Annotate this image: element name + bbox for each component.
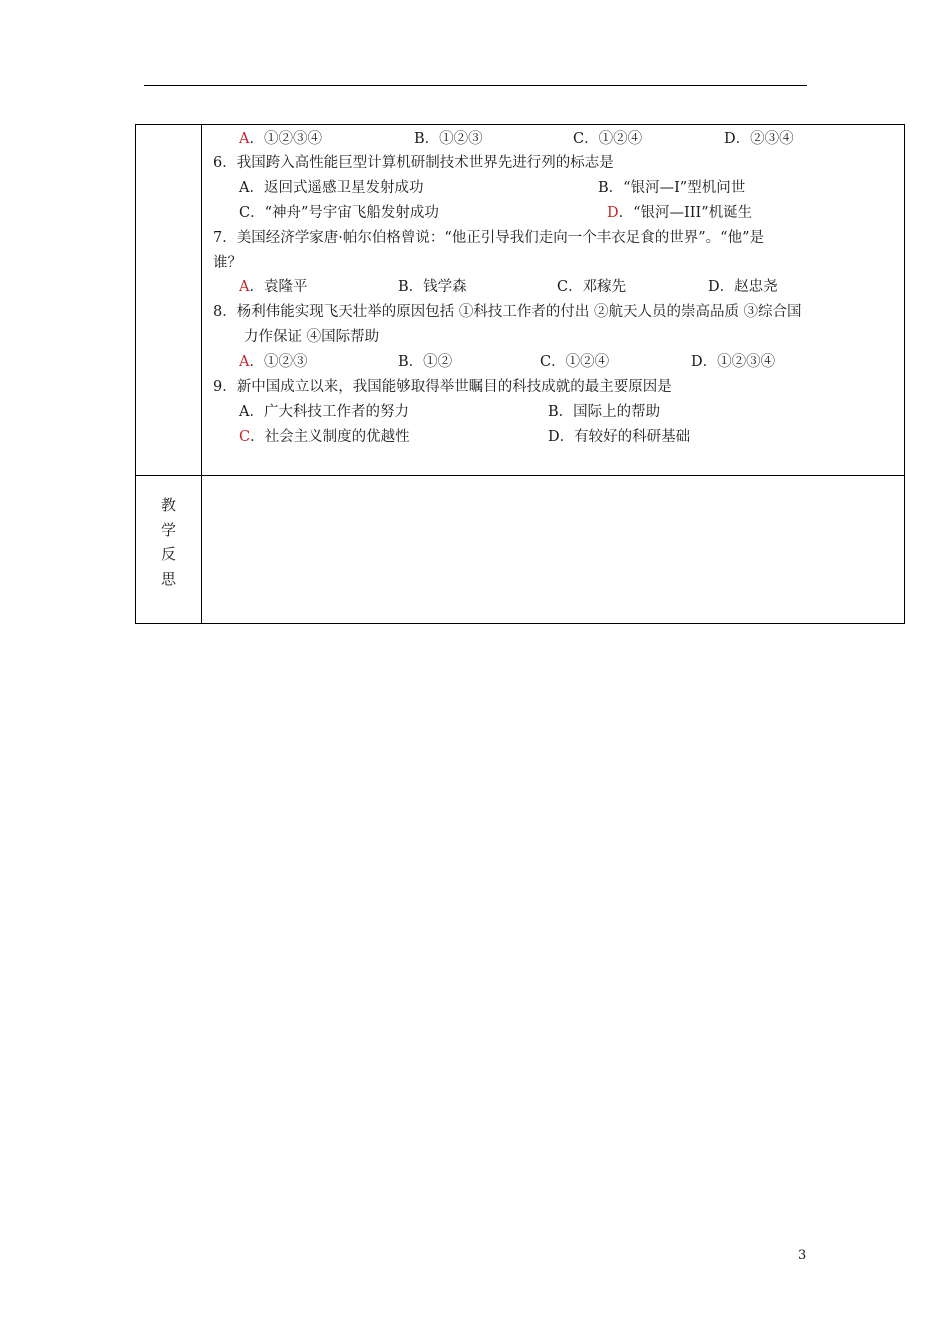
q9-option-a: A．广大科技工作者的努力 (239, 404, 409, 420)
teaching-reflection-label (136, 493, 201, 591)
q8-stem-cont: 力作保证 ④国际帮助 (244, 329, 380, 345)
page-number: 3 (798, 1248, 807, 1263)
q7-stem: 7．美国经济学家唐·帕尔伯格曾说：“他正引导我们走向一个丰衣足食的世界”。“他”是 (213, 230, 764, 246)
q8-stem: 8．杨利伟能实现飞天壮举的原因包括 ①科技工作者的付出 ②航天人员的崇高品质 ③综合国 (213, 304, 802, 320)
q6-option-a: A．返回式遥感卫星发射成功 (239, 180, 424, 196)
q7-option-d: D．赵忠尧 (708, 279, 778, 295)
q8-option-a: A．①②③ (239, 354, 308, 370)
reflection-char: 教 (160, 496, 176, 514)
q8-option-b: B．①② (398, 354, 453, 370)
lesson-table (135, 124, 905, 624)
q8-option-d: D．①②③④ (691, 354, 776, 370)
q5-option-a: A．①②③④ (239, 131, 322, 147)
reflection-char: 反 (160, 545, 176, 563)
q9-option-b: B．国际上的帮助 (548, 404, 661, 420)
q6-option-d: D．“银河—III”机诞生 (607, 205, 753, 221)
q5-option-b: B．①②③ (414, 131, 483, 147)
q9-stem: 9．新中国成立以来，我国能够取得举世瞩目的科技成就的最主要原因是 (213, 379, 672, 395)
q9-option-d: D．有较好的科研基础 (548, 429, 691, 445)
q5-option-d: D．②③④ (724, 131, 794, 147)
q6-stem: 6．我国跨入高性能巨型计算机研制技术世界先进行列的标志是 (213, 155, 614, 171)
q7-option-a: A．袁隆平 (239, 279, 308, 295)
q5-option-c: C．①②④ (573, 131, 643, 147)
q7-stem-cont: 谁？ (213, 255, 242, 271)
q7-option-b: B．钱学森 (398, 279, 467, 295)
reflection-char: 思 (160, 569, 176, 588)
q7-option-c: C．邓稼先 (557, 279, 627, 295)
header-rule (144, 85, 807, 86)
reflection-char: 学 (160, 520, 176, 539)
q6-option-b: B．“银河—I”型机问世 (598, 180, 746, 196)
reflection-content-area[interactable] (202, 476, 904, 623)
q6-option-c: C．“神舟”号宇宙飞船发射成功 (239, 205, 439, 221)
q8-option-c: C．①②④ (540, 354, 610, 370)
q9-option-c: C．社会主义制度的优越性 (239, 429, 410, 445)
